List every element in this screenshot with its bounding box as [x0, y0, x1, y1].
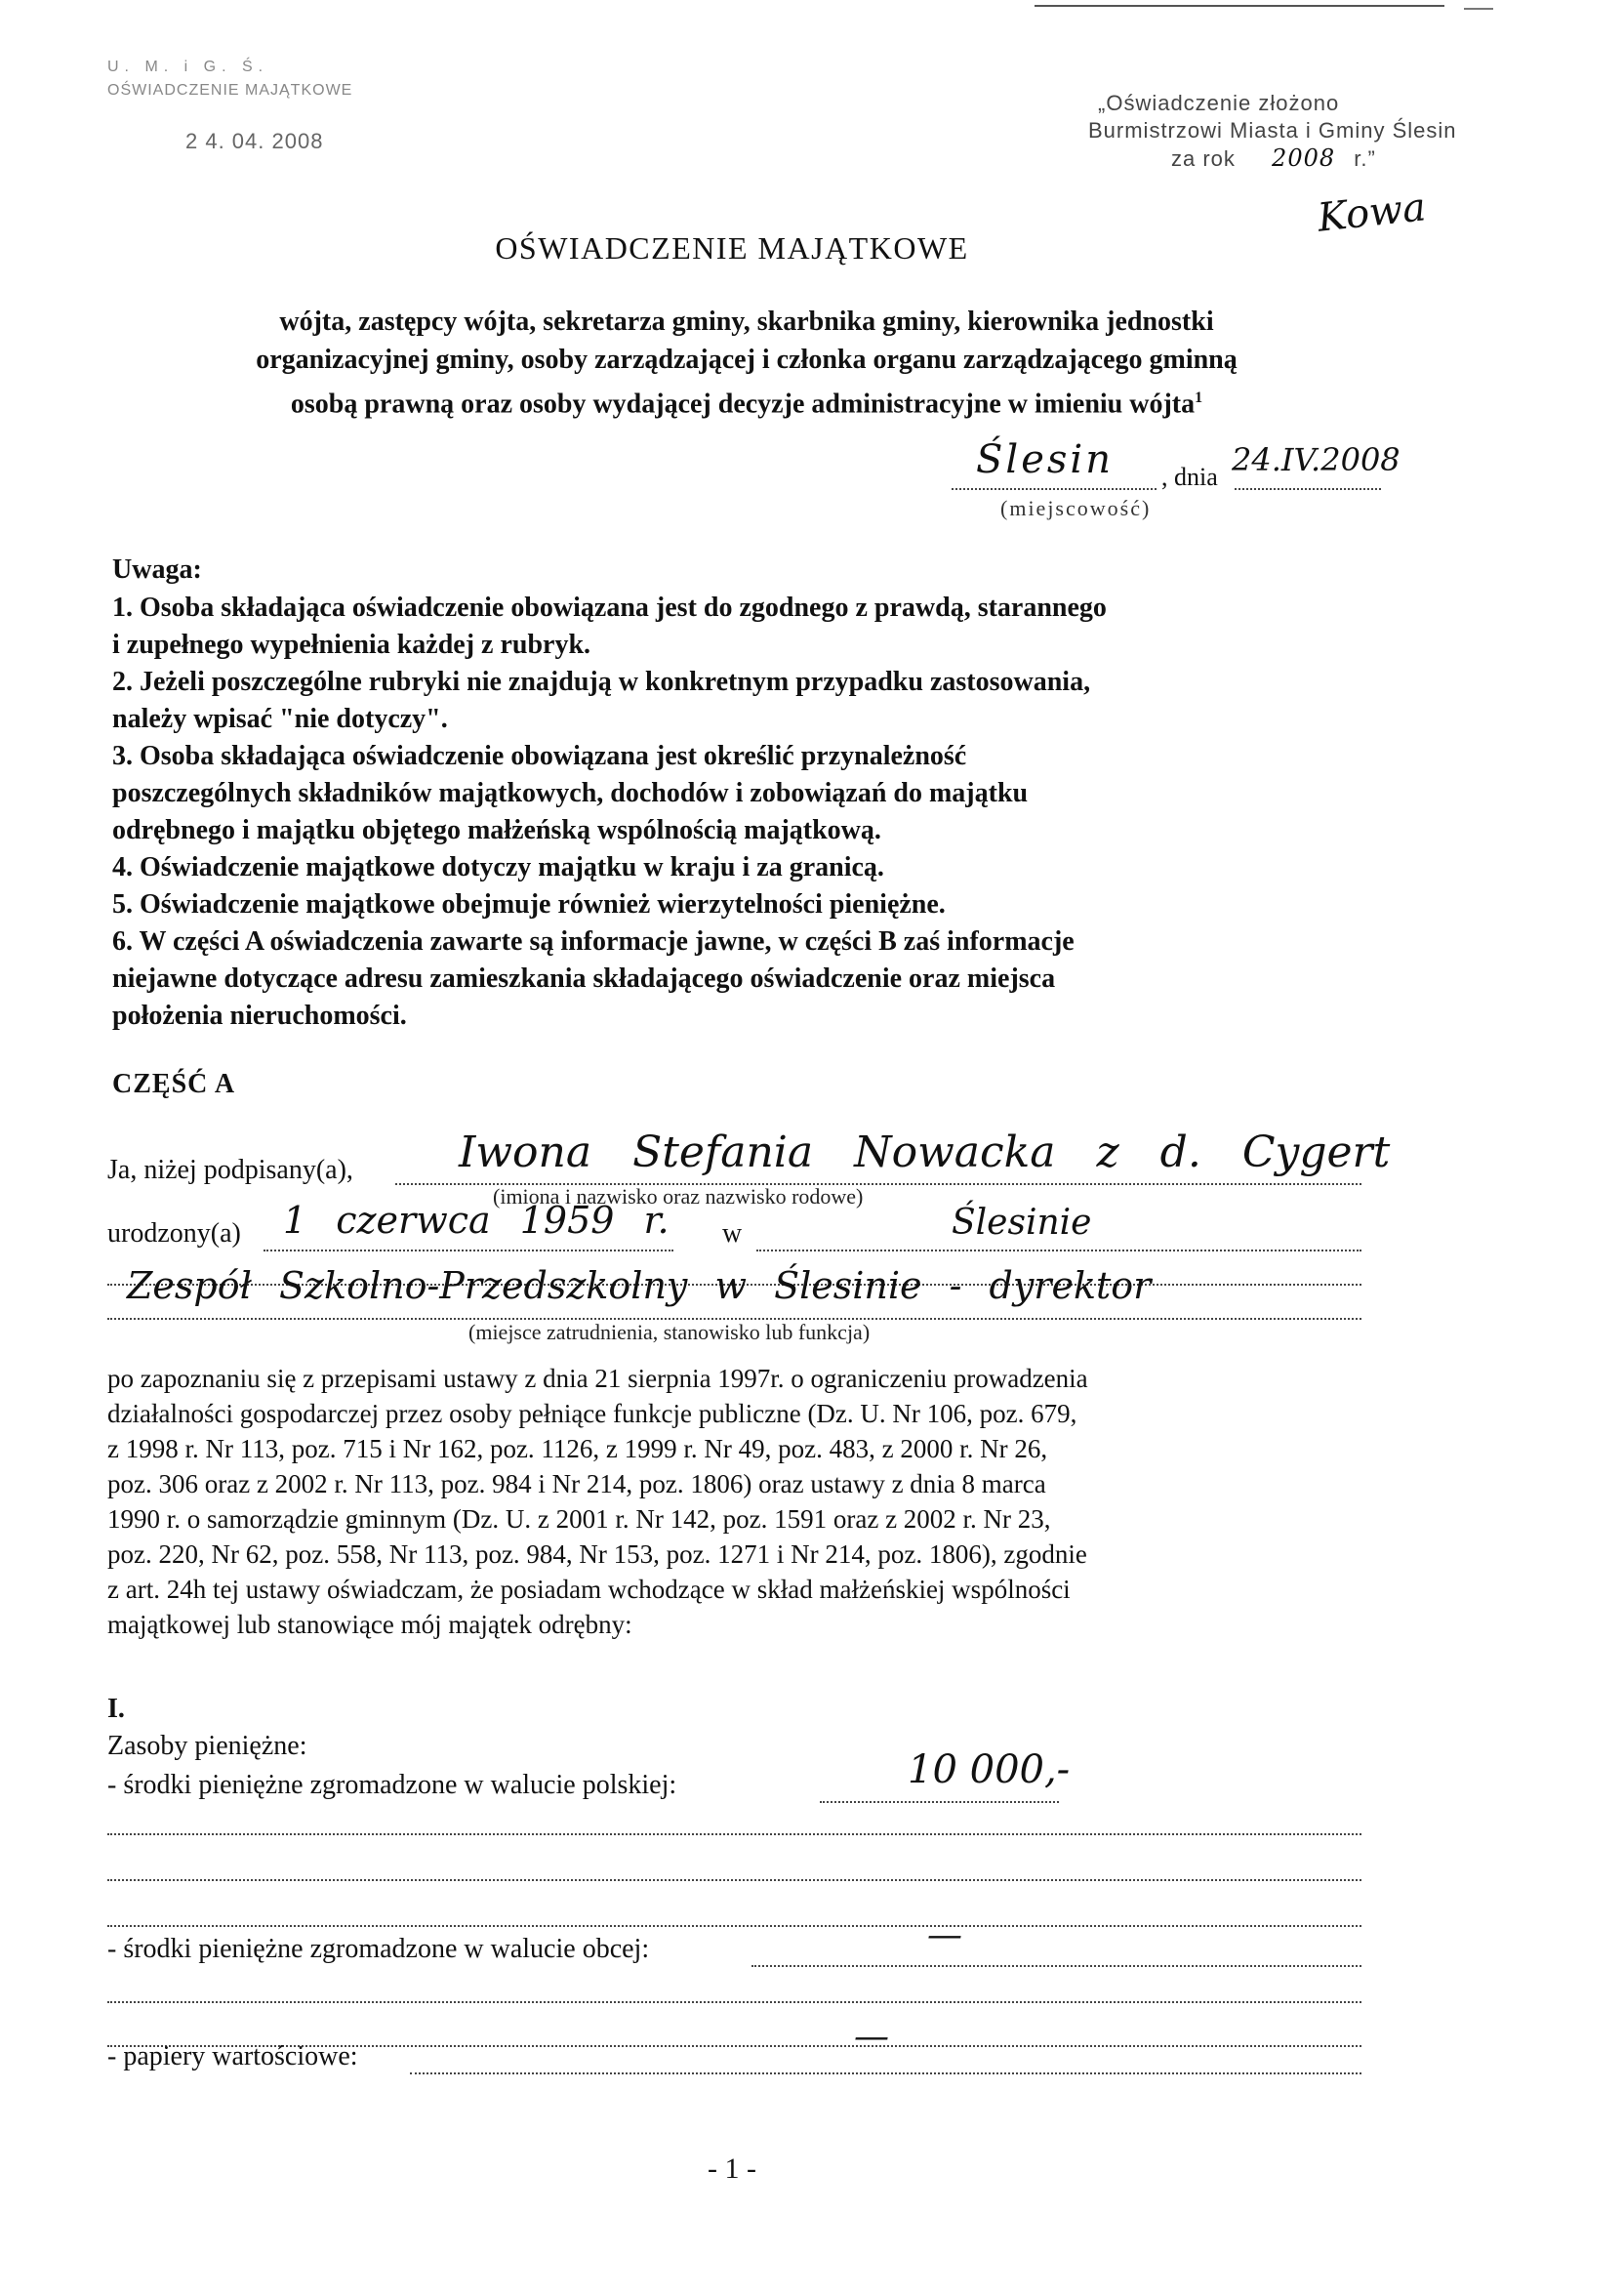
scan-edge-line: [1035, 5, 1444, 7]
note-1b: i zupełnego wypełnienia każdej z rubryk.: [112, 630, 591, 660]
born-date-value: 1 czerwca 1959 r.: [283, 1199, 670, 1242]
legal-line-3: z 1998 r. Nr 113, poz. 715 i Nr 162, poz. 1126, z 1999 r. Nr 49, poz. 483, z 2000 r. Nr 26,: [107, 1434, 1048, 1463]
legal-line-1: po zapoznaniu się z przepisami ustawy z dnia 21 sierpnia 1997r. o ograniczeniu prowadzenia: [107, 1364, 1088, 1393]
foreign-field: [751, 1936, 1361, 1967]
subtitle-footnote: 1: [1195, 390, 1203, 406]
securities-label: - papiery wartościowe:: [107, 2041, 358, 2071]
subtitle-line-3: [117, 379, 1376, 423]
note-2b: należy wpisać "nie dotyczy".: [112, 704, 448, 734]
legal-line-7: z art. 24h tej ustawy oświadczam, że posiadam wchodzące w skład małżeńskiej wspólności: [107, 1575, 1071, 1604]
entry-stamp: [107, 59, 429, 154]
subtitle-line-1: wójta, zastępcy wójta, sekretarza gminy, skarbnika gminy, kierownika jednostki: [279, 307, 1214, 337]
note-2a: 2. Jeżeli poszczególne rubryki nie znajdują w konkretnym przypadku zastosowania,: [112, 667, 1091, 697]
note-3a: 3. Osoba składająca oświadczenie obowiązana jest określić przynależność: [112, 741, 967, 771]
note-5: 5. Oświadczenie majątkowe obejmuje również wierzytelności pieniężne.: [112, 889, 946, 920]
legal-line-6: poz. 220, Nr 62, poz. 558, Nr 113, poz. 984, Nr 153, poz. 1271 i Nr 214, poz. 1806), zgodnie: [107, 1539, 1087, 1569]
section-1-heading: Zasoby pieniężne:: [107, 1731, 307, 1761]
born-label: urodzony(a): [107, 1218, 241, 1249]
entry-stamp-line1: U. M. i G. Ś.: [107, 59, 269, 75]
note-1a: 1. Osoba składająca oświadczenie obowiązana jest do zgodnego z prawdą, starannego: [112, 593, 1107, 623]
part-a-heading: CZĘŚĆ A: [112, 1069, 236, 1099]
section-1-number: I.: [107, 1694, 125, 1724]
born-in-label: w: [722, 1218, 743, 1249]
scan-edge-line: [1464, 8, 1493, 10]
pln-label: - środki pieniężne zgromadzone w walucie polskiej:: [107, 1770, 677, 1800]
legal-line-5: 1990 r. o samorządzie gminnym (Dz. U. z 2001 r. Nr 142, poz. 1591 oraz z 2002 r. Nr 23,: [107, 1504, 1051, 1534]
note-6c: położenia nieruchomości.: [112, 1001, 407, 1031]
place-value: Ślesin: [976, 437, 1114, 482]
received-stamp-year: 2008: [1272, 144, 1336, 172]
entry-stamp-line2: OŚWIADCZENIE MAJĄTKOWE: [107, 82, 353, 99]
foreign-label: - środki pieniężne zgromadzone w walucie obcej:: [107, 1934, 650, 1964]
securities-value: —: [854, 2017, 889, 2057]
entry-stamp-date: 2 4. 04. 2008: [185, 129, 324, 153]
received-stamp-prefix: za rok: [1171, 146, 1236, 171]
born-place-value: Ślesinie: [952, 1203, 1092, 1243]
place-caption: (miejscowość): [1000, 496, 1152, 520]
note-6a: 6. W części A oświadczenia zawarte są informacje jawne, w części B zaś informacje: [112, 926, 1075, 957]
page-number: - 1 -: [708, 2152, 756, 2185]
received-stamp: [1088, 90, 1488, 173]
received-stamp-signature: Kowa: [1315, 184, 1429, 241]
notes-heading: Uwaga:: [112, 554, 202, 585]
pln-extra-line-3: [107, 1896, 1361, 1927]
received-stamp-suffix: r.”: [1354, 146, 1376, 171]
legal-line-2: działalności gospodarczej przez osoby pełniące funkcje publiczne (Dz. U. Nr 106, poz. 679,: [107, 1399, 1077, 1428]
pln-value: 10 000,-: [908, 1747, 1071, 1792]
pln-extra-line-2: [107, 1850, 1361, 1881]
foreign-extra-line-1: [107, 1972, 1361, 2003]
note-3c: odrębnego i majątku objętego małżeńską wspólnością majątkową.: [112, 815, 881, 845]
name-caption: (imiona i nazwisko oraz nazwisko rodowe): [493, 1184, 864, 1209]
legal-line-4: poz. 306 oraz z 2002 r. Nr 113, poz. 984 i Nr 214, poz. 1806) oraz ustawy z dnia 8 marca: [107, 1469, 1046, 1498]
pln-extra-line-1: [107, 1804, 1361, 1835]
received-stamp-line1: „Oświadczenie złożono: [1098, 91, 1340, 115]
received-stamp-line2: Burmistrzowi Miasta i Gminy Ślesin: [1088, 118, 1457, 143]
note-6b: niejawne dotyczące adresu zamieszkania składającego oświadczenie oraz miejsca: [112, 964, 1056, 994]
note-3b: poszczególnych składników majątkowych, dochodów i zobowiązań do majątku: [112, 778, 1029, 808]
note-4: 4. Oświadczenie majątkowe dotyczy majątku w kraju i za granicą.: [112, 852, 884, 882]
subtitle-line-2: organizacyjnej gminy, osoby zarządzającej i członka organu zarządzającego gminną: [256, 345, 1238, 375]
received-stamp-line3: [1098, 144, 1488, 173]
document-subtitle: [117, 303, 1376, 423]
legal-line-8: majątkowej lub stanowiące mój majątek odrębny:: [107, 1610, 632, 1639]
name-value: Iwona Stefania Nowacka z d. Cygert: [459, 1128, 1391, 1177]
foreign-value: —: [927, 1915, 962, 1955]
date-label: , dnia: [1161, 463, 1218, 491]
employment-caption: (miejsce zatrudnienia, stanowisko lub funkcja): [468, 1320, 871, 1344]
date-value: 24.IV.2008: [1232, 441, 1401, 478]
subtitle-line-3-text: osobą prawną oraz osoby wydającej decyzje administracyjne w imieniu wójta: [290, 389, 1196, 420]
employment-value: Zespół Szkolno-Przedszkolny w Ślesinie - dyrektor: [127, 1264, 1152, 1307]
document-title: OŚWIADCZENIE MAJĄTKOWE: [495, 230, 969, 266]
signed-label: Ja, niżej podpisany(a),: [107, 1155, 353, 1185]
